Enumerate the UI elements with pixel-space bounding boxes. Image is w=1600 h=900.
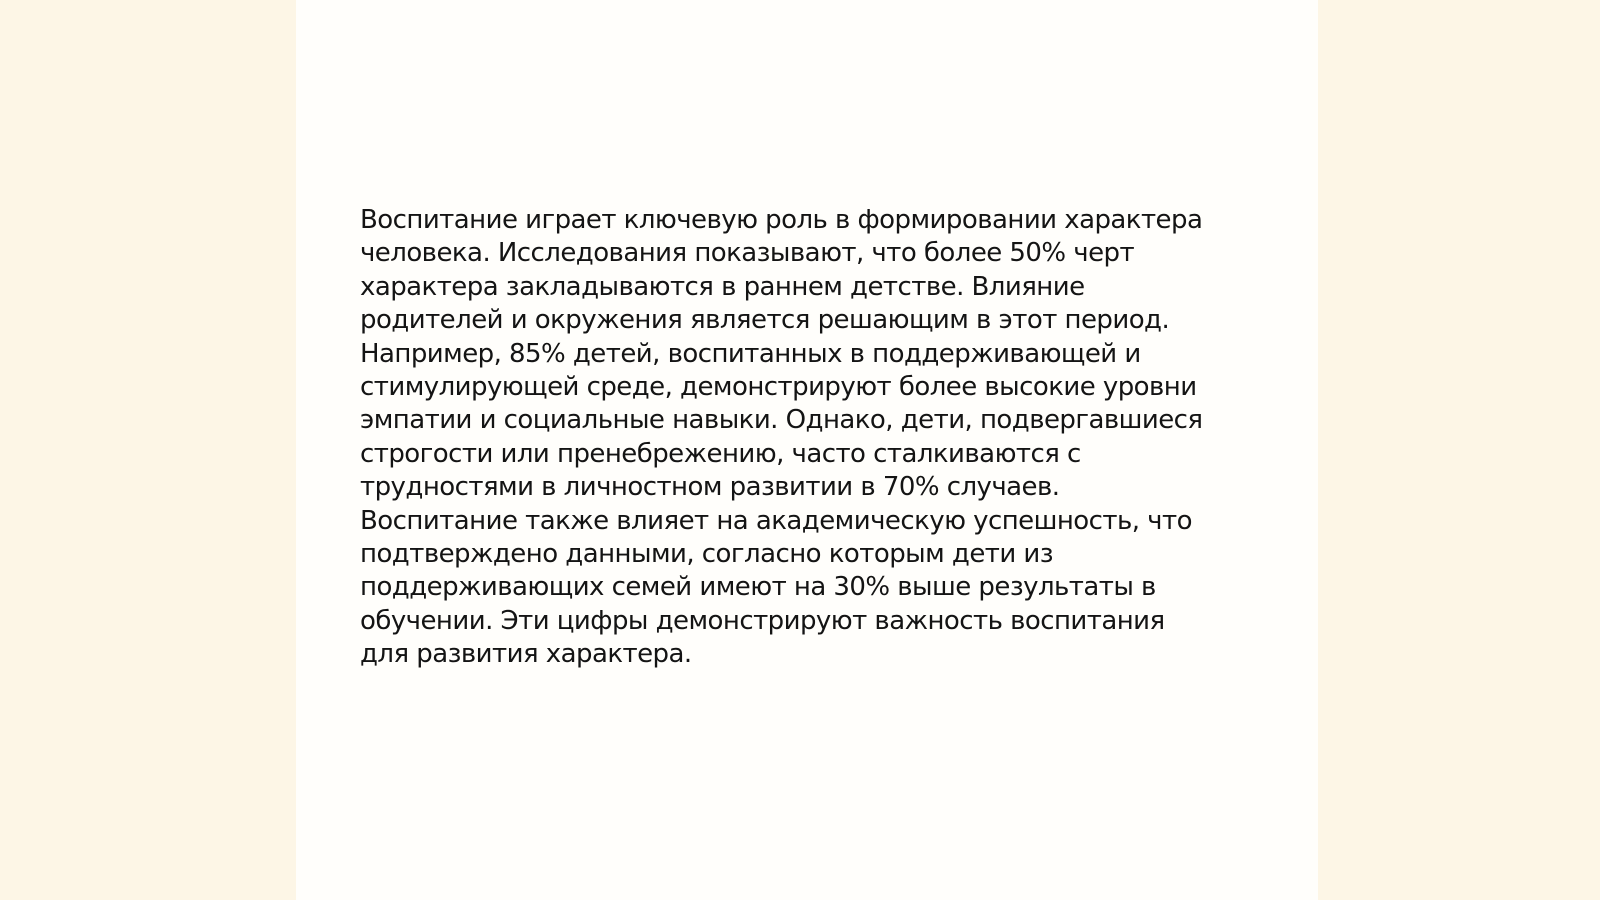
text-line: строгости или пренебрежению, часто сталкиваются с [360,438,1081,469]
text-line: характера закладываются в раннем детстве. Влияние [360,271,1085,302]
text-line: подтверждено данными, согласно которым дети из [360,539,1054,570]
text-line: Например, 85% детей, воспитанных в поддерживающей и [360,338,1141,369]
text-line: человека. Исследования показывают, что более 50% черт [360,238,1135,269]
text-line: Воспитание также влияет на академическую успешность, что [360,505,1192,536]
text-line: Воспитание играет ключевую роль в формировании характера [360,205,1203,235]
text-line: поддерживающих семей имеют на 30% выше результаты в [360,572,1156,603]
left-margin-background [0,0,296,900]
text-line: стимулирующей среде, демонстрируют более высокие уровни [360,372,1197,403]
text-line: обучении. Эти цифры демонстрируют важность воспитания [360,605,1165,636]
text-line: эмпатии и социальные навыки. Однако, дети, подвергавшиеся [360,405,1203,436]
document-page [296,0,1318,900]
body-paragraph [360,204,1260,672]
text-line: для развития характера. [360,639,692,670]
text-line: родителей и окружения является решающим в этот период. [360,305,1170,336]
text-line: трудностями в личностном развитии в 70% случаев. [360,472,1060,503]
right-margin-background [1318,0,1600,900]
